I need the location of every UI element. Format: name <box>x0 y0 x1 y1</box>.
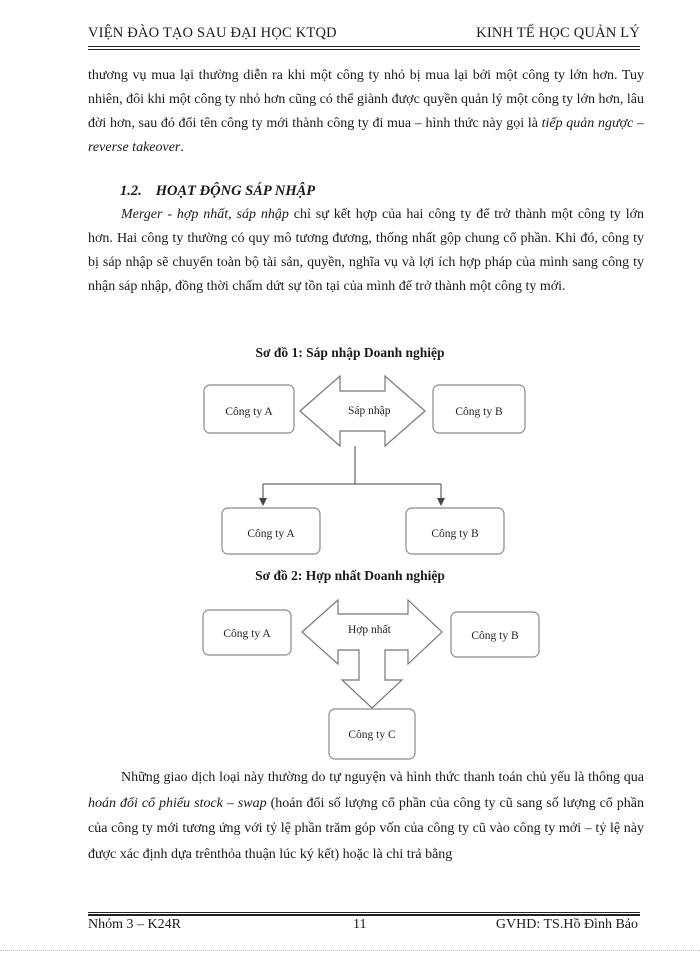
footer-rule-thick <box>88 914 640 916</box>
box-company-c-label: Công ty C <box>348 729 396 741</box>
paragraph-acquisition: thương vụ mua lại thường diễn ra khi một công ty nhỏ bị mua lại bởi một công ty lớn hơn. Tuy nhiên, đôi khi một công ty nhỏ hơn cũng có thể giành được quyền quản lý một công ty lớn hơn, lâu đời hơn, sau đó đổi tên công ty mới thành công ty đi mua – hình thức này gọi là tiếp quản ngược – reverse takeover. <box>88 68 644 155</box>
box-company-a-2-label: Công ty A <box>223 628 271 640</box>
header-course: KINH TẾ HỌC QUẢN LÝ <box>476 25 640 41</box>
merge-arrow-label: Sáp nhập <box>348 405 391 417</box>
paragraph-merger: Merger - hợp nhất, sáp nhập chỉ sự kết hợp của hai công ty để trở thành một công ty lớn hơn. Hai công ty thường có quy mô tương đương, thống nhất gộp chung cổ phần. Khi đó, công ty bị sáp nhập sẽ chuyển toàn bộ tài sản, quyền, nghĩa vụ và lợi ích hợp pháp của mình sang công ty nhận sáp nhập, đồng thời chấm dứt sự tồn tại của mình để trở thành một công ty mới. <box>88 207 644 294</box>
arrowhead-left <box>259 498 267 506</box>
box-company-a-label: Công ty A <box>225 406 273 418</box>
page-bottom-border <box>0 950 700 951</box>
box-company-b-label: Công ty B <box>455 406 503 418</box>
diagram2 <box>203 600 539 759</box>
footer-rule <box>88 912 640 913</box>
paragraph-stock-swap: Những giao dịch loại này thường do tự nguyện và hình thức thanh toán chủ yếu là thông qua hoán đổi cổ phiếu stock – swap (hoán đổi số lượng cổ phần của công ty cũ sang số lượng cổ phần của công ty mới tương ứng với tỷ lệ phần trăm góp vốn của công ty cũ vào công ty mới – tỷ lệ này được xác định dựa trênthỏa thuận lúc ký kết) hoặc là chi trả bằng <box>88 770 645 862</box>
footer-group: Nhóm 3 – K24R <box>88 917 181 932</box>
consolidation-t-arrow <box>302 600 442 708</box>
diagram2-caption: Sơ đồ 2: Hợp nhất Doanh nghiệp <box>255 568 445 583</box>
diagram1-caption: Sơ đồ 1: Sáp nhập Doanh nghiệp <box>255 345 445 360</box>
section-heading: 1.2. HOẠT ĐỘNG SÁP NHẬP <box>120 183 316 199</box>
consolidation-arrow-label: Hợp nhất <box>348 624 391 636</box>
arrowhead-right <box>437 498 445 506</box>
page-number: 11 <box>353 917 367 932</box>
diagram1 <box>204 376 525 554</box>
box-result-a-label: Công ty A <box>247 528 295 540</box>
box-company-b-2-label: Công ty B <box>471 630 519 642</box>
footer-supervisor: GVHD: TS.Hồ Đình Bảo <box>495 917 638 932</box>
header-institute: VIỆN ĐÀO TẠO SAU ĐẠI HỌC KTQD <box>88 25 337 41</box>
box-result-b-label: Công ty B <box>431 528 479 540</box>
